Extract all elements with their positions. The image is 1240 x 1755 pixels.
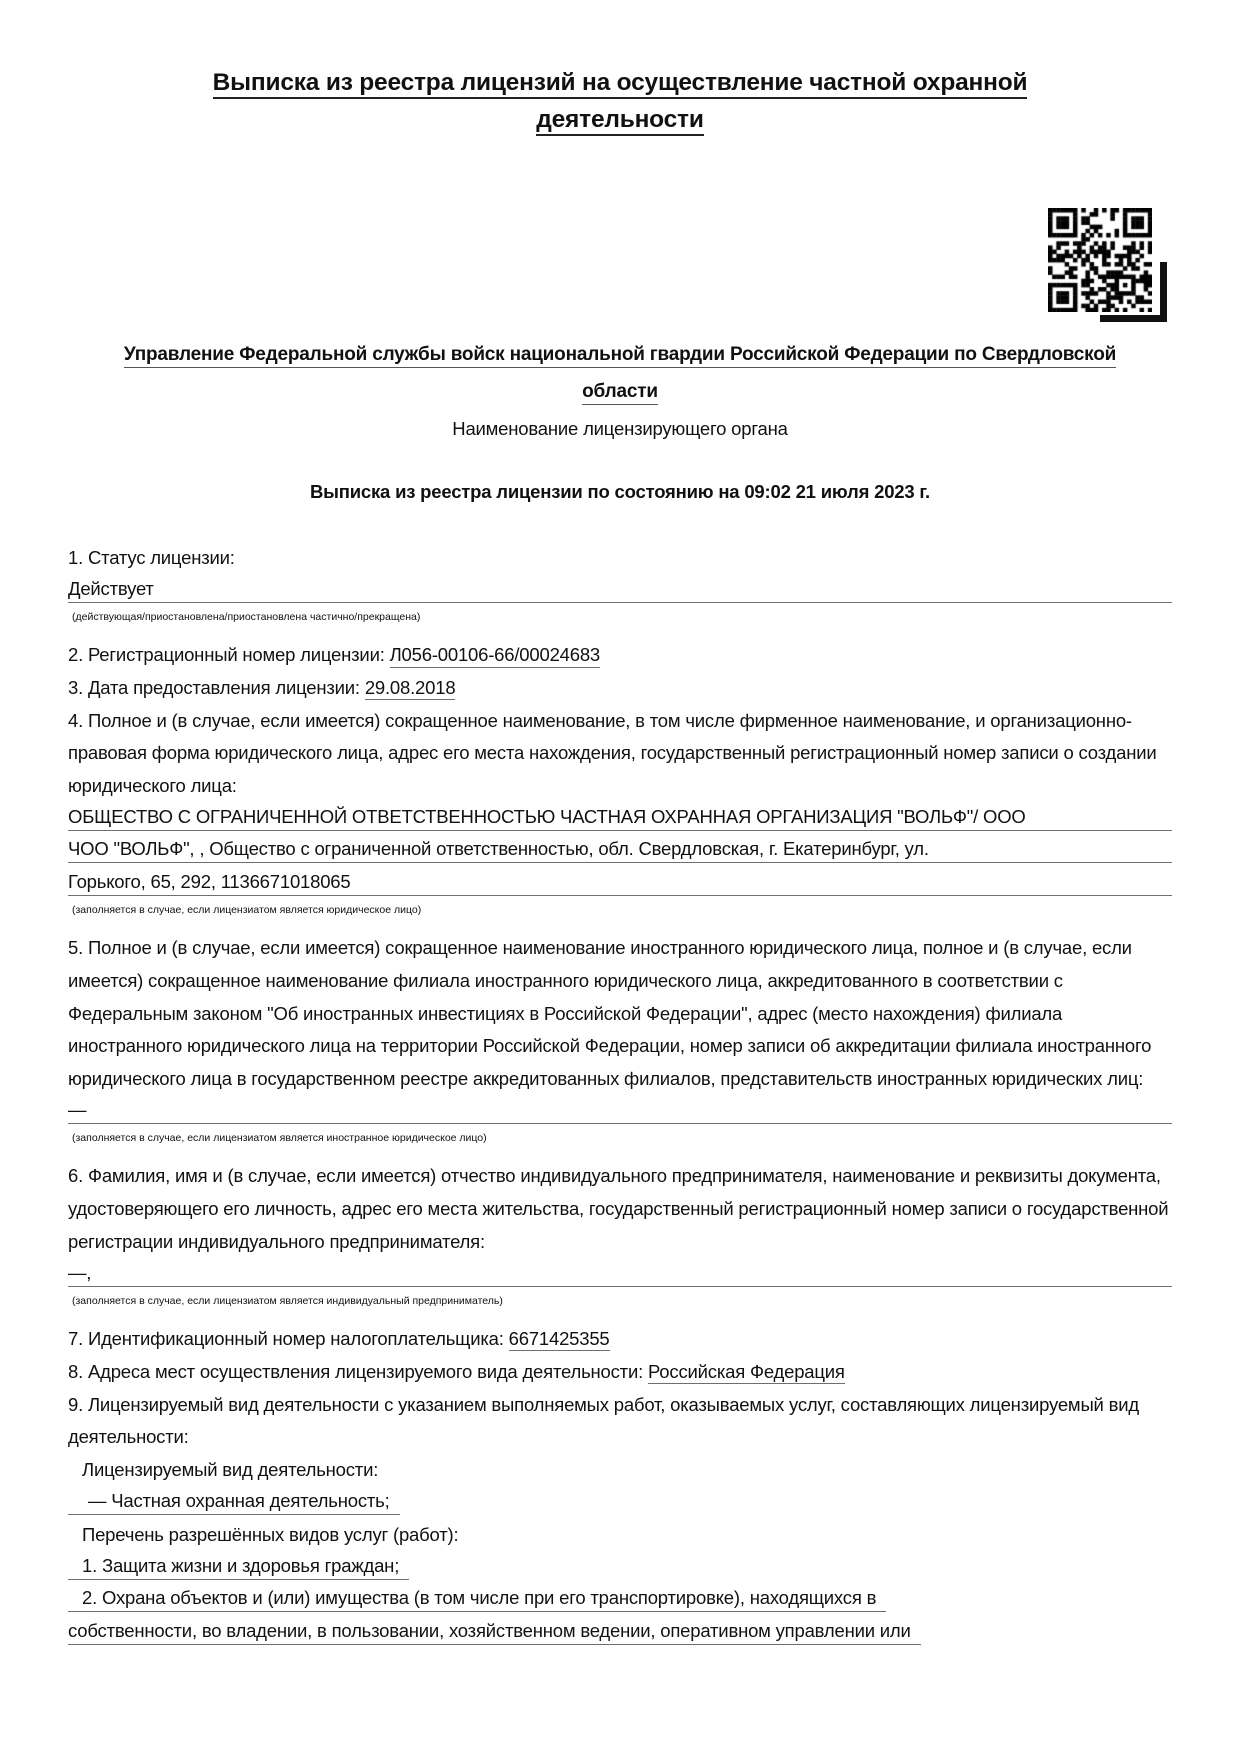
service-item-1: 1. Защита жизни и здоровья граждан;	[68, 1552, 409, 1580]
document-body	[68, 542, 1172, 1649]
authority-caption: Наименование лицензирующего органа	[452, 418, 788, 439]
legal-entity-value-line2: ЧОО "ВОЛЬФ", , Общество с ограниченной ответственностью, обл. Свердловская, г. Екатеринбург, ул.	[68, 835, 1172, 863]
addresses-label: 8. Адреса мест осуществления лицензируемого вида деятельности:	[68, 1360, 644, 1382]
activity-label: 9. Лицензируемый вид деятельности с указанием выполняемых работ, оказываемых услуг, составляющих лицензируемый вид деятельности:	[68, 1393, 1139, 1448]
entrepreneur-note: (заполняется в случае, если лицензиатом является индивидуальный предприниматель)	[72, 1294, 503, 1307]
grant-date-label: 3. Дата предоставления лицензии:	[68, 676, 360, 698]
extract-statement: Выписка из реестра лицензии по состоянию на 09:02 21 июля 2023 г.	[309, 481, 930, 502]
entrepreneur-label: 6. Фамилия, имя и (в случае, если имеется) отчество индивидуального предпринимателя, наименование и реквизиты документа, удостоверяющего его личность, адрес его места жительства, государственный регистрационный номер записи о государственной регистрации индивидуального предпринимателя:	[68, 1165, 1169, 1252]
addresses-value: Российская Федерация	[648, 1361, 845, 1385]
service-item-2-line1: 2. Охрана объектов и (или) имущества (в том числе при его транспортировке), находящихся в	[68, 1584, 886, 1612]
document-title	[68, 64, 1172, 138]
authority-name-line2	[68, 373, 1172, 410]
status-note: (действующая/приостановлена/приостановлена частично/прекращена)	[72, 611, 421, 624]
foreign-entity-value: —	[68, 1096, 1172, 1124]
services-caption: Перечень разрешённых видов услуг (работ):	[82, 1524, 459, 1546]
foreign-entity-label: 5. Полное и (в случае, если имеется) сокращенное наименование иностранного юридического лица, полное и (в случае, если имеется) сокращенное наименование филиала иностранного юридического лица, аккредитованного в соответствии с Федеральным законом "Об иностранных инвестициях в Российской Федерации", адрес (место нахождения) филиала иностранного юридического лица на территории Российской Федерации, номер записи об аккредитации филиала иностранного юридического лица в государственном реестре аккредитованных филиалов, представительств иностранных юридических лиц:	[68, 936, 1152, 1090]
legal-entity-label: 4. Полное и (в случае, если имеется) сокращенное наименование, в том числе фирменное наименование, и организационно-правовая форма юридического лица, адрес его места нахождения, государственный регистрационный номер записи о создании юридического лица:	[68, 709, 1157, 797]
entrepreneur-value: —,	[68, 1259, 1172, 1287]
activity-kind-value: — Частная охранная деятельность;	[68, 1487, 400, 1515]
authority-name-line2-text: области	[582, 381, 658, 405]
reg-number-value: Л056-00106-66/00024683	[390, 644, 600, 668]
legal-entity-value-line3: Горького, 65, 292, 1136671018065	[68, 868, 1172, 896]
grant-date-row	[68, 672, 1172, 705]
status-value: Действует	[68, 575, 1172, 603]
reg-number-label: 2. Регистрационный номер лицензии:	[68, 644, 385, 666]
activity-kind-caption: Лицензируемый вид деятельности:	[82, 1459, 379, 1481]
inn-row	[68, 1323, 1172, 1356]
document-title-line1	[68, 64, 1172, 101]
inn-label: 7. Идентификационный номер налогоплательщика:	[68, 1327, 504, 1349]
addresses-row	[68, 1356, 1172, 1389]
legal-entity-note: (заполняется в случае, если лицензиатом является юридическое лицо)	[72, 903, 422, 916]
inn-value: 6671425355	[509, 1328, 610, 1352]
authority-name-line1-text: Управление Федеральной службы войск национальной гвардии Российской Федерации по Свердловской	[124, 344, 1116, 368]
foreign-entity-note: (заполняется в случае, если лицензиатом является иностранное юридическое лицо)	[72, 1132, 487, 1145]
grant-date-value: 29.08.2018	[365, 677, 456, 701]
document-title-line1-text: Выписка из реестра лицензий на осуществление частной охранной	[213, 69, 1028, 99]
qr-code-block	[1048, 208, 1170, 326]
authority-name-line1	[68, 336, 1172, 373]
qr-corner-bracket-icon	[1100, 262, 1167, 322]
document-title-line2	[68, 101, 1172, 138]
document-title-line2-text: деятельности	[536, 106, 703, 136]
status-label: 1. Статус лицензии:	[68, 547, 235, 568]
licensing-authority	[68, 336, 1172, 447]
reg-number-row	[68, 639, 1172, 672]
service-item-2-line2: собственности, во владении, в пользовании, хозяйственном ведении, оперативном управлении или	[68, 1617, 921, 1645]
legal-entity-value-line1: ОБЩЕСТВО С ОГРАНИЧЕННОЙ ОТВЕТСТВЕННОСТЬЮ ЧАСТНАЯ ОХРАННАЯ ОРГАНИЗАЦИЯ "ВОЛЬФ"/ ООО	[68, 803, 1172, 831]
